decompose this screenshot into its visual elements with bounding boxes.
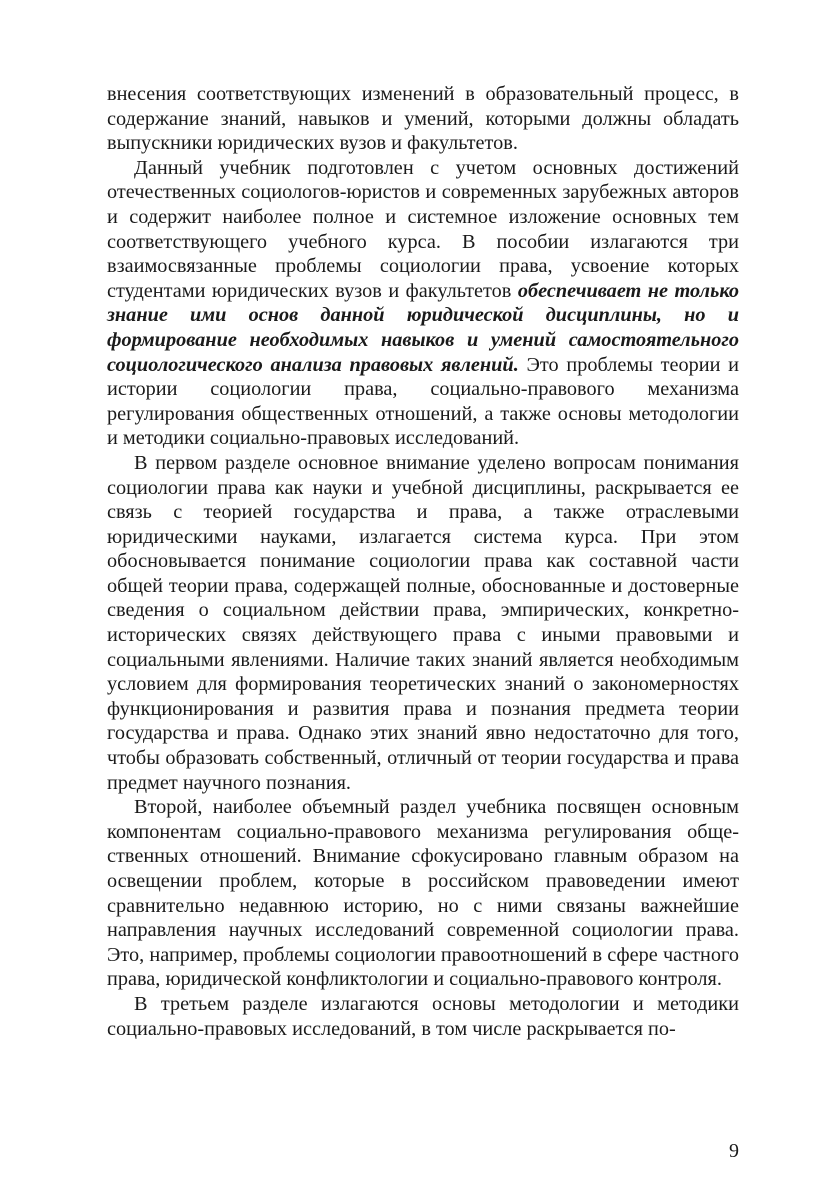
paragraph-text-after: Это проблемы теории и истории социологии права, социально-правового механизма регулирования общественных отношений, а также основы методологии и методики социально-правовых исследований. [107,353,739,450]
emphasized-text: обеспечивает не только знание ими основ данной юридической дисциплины, но и формирование необходимых навыков и умений самостоятельного социологического анализа правовых явлений. [107,279,739,376]
paragraph-section-three: В третьем разделе излагаются основы методологии и методики социально-правовых исследований, в том числе раскрывается по- [107,992,739,1040]
paragraph-textbook-intro [107,156,739,451]
page-number: 9 [729,1140,739,1162]
paragraph-section-one: В первом разделе основное внимание уделено вопросам понимания социологии права как науки и учебной дисциплины, раскрывается ее связь с теорией государства и права, а также отраслевыми юридическими науками, излагается система курса. При этом обосновывается понимание социологии права как составной части общей теории права, содержащей полные, обоснованные и достоверные сведения о социальном действии права, эмпирических, конкретно-исторических связях действующего права с иными правовыми и социальными явлениями. Наличие таких знаний является необходимым условием для формирования теоретических знаний о закономерностях функционирования и развития права и познания предмета теории государства и права. Однако этих знаний явно недостаточно для того, чтобы образовать собственный, отличный от теории государства и права предмет научного познания. [107,451,739,794]
paragraph-continuation: внесения соответствующих изменений в образовательный процесс, в содержание знаний, навыков и умений, которыми должны обладать выпускники юридических вузов и факультетов. [107,83,739,155]
paragraph-section-two: Второй, наиболее объемный раздел учебника посвящен основным компонентам социально-правового механизма регулирования общественных отношений. Внимание сфокусировано главным образом на освещении проблем, которые в российском правоведении имеют сравнительно недавнюю историю, но с ними связаны важнейшие направления научных исследований современной социологии права. Это, например, проблемы социологии правоотношений в сфере частного права, юридической конфликтологии и социально-правового контроля. [107,796,739,991]
paragraph-text-before: Данный учебник подготовлен с учетом основных достижений отечественных социологов-юристов и современных зарубежных авторов и содержит наиболее полное и системное изложение основных тем соответствующего учебного курса. В пособии излагаются три взаимосвязанные проблемы социологии права, усвоение которых студентами юридических вузов и факультетов [107,156,739,302]
